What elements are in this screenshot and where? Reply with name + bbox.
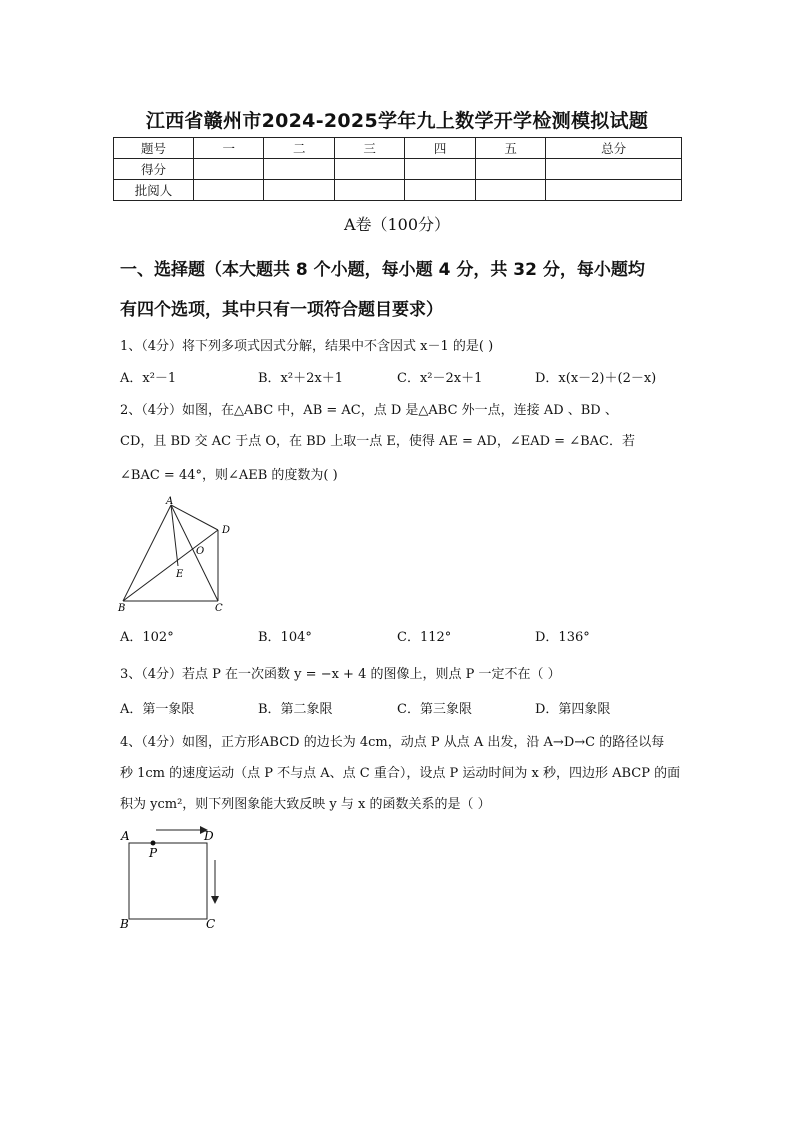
table-cell: 四 <box>405 138 475 159</box>
q2-triangle-figure <box>112 494 242 616</box>
segment-bd <box>123 530 218 601</box>
table-cell[interactable] <box>194 159 264 180</box>
q2-option-c[interactable]: C．112° <box>397 630 452 645</box>
table-cell[interactable] <box>546 159 682 180</box>
segment-ae <box>171 505 178 566</box>
table-cell[interactable] <box>194 180 264 201</box>
q1-option-c[interactable]: C．x²－2x＋1 <box>397 371 483 386</box>
q2-option-a[interactable]: A．102° <box>120 630 174 645</box>
q2-text-line2: CD，且 BD 交 AC 于点 O，在 BD 上取一点 E，使得 AE = AD，∠EAD = ∠BAC．若 <box>120 434 635 449</box>
q1-option-b[interactable]: B．x²＋2x＋1 <box>258 371 343 386</box>
label-a: A <box>166 496 174 507</box>
score-table <box>113 137 682 201</box>
segment-ad <box>171 505 218 530</box>
segment-ac <box>171 505 218 601</box>
section-a-heading: A卷（100分） <box>343 215 451 234</box>
table-cell: 批阅人 <box>114 180 194 201</box>
label-c: C <box>215 603 223 614</box>
q3-option-a[interactable]: A．第一象限 <box>120 702 195 717</box>
q3-option-b[interactable]: B．第二象限 <box>258 702 333 717</box>
table-cell: 得分 <box>114 159 194 180</box>
table-cell: 三 <box>334 138 404 159</box>
q1-text: 1、（4分）将下列多项式因式分解，结果中不含因式 x－1 的是( ) <box>120 339 494 354</box>
q2-option-d[interactable]: D．136° <box>535 630 590 645</box>
q2-text-line1: 2、（4分）如图，在△ABC 中，AB = AC，点 D 是△ABC 外一点，连接 AD 、BD 、 <box>120 403 618 418</box>
q3-option-d[interactable]: D．第四象限 <box>535 702 611 717</box>
part1-heading-line1: 一、选择题（本大题共 8 个小题，每小题 4 分，共 32 分，每小题均 <box>120 260 645 280</box>
q3-option-c[interactable]: C．第三象限 <box>397 702 472 717</box>
page-title: 江西省赣州市2024-2025学年九上数学开学检测模拟试题 <box>145 110 649 132</box>
q1-option-a[interactable]: A．x²－1 <box>120 371 177 386</box>
score-table-header-row <box>114 138 682 159</box>
table-cell[interactable] <box>334 180 404 201</box>
label-b: B <box>120 917 129 931</box>
label-o: O <box>196 546 205 557</box>
q4-text-line3: 积为 ycm²，则下列图象能大致反映 y 与 x 的函数关系的是（ ） <box>120 797 491 812</box>
table-cell[interactable] <box>405 159 475 180</box>
table-cell[interactable] <box>334 159 404 180</box>
q2-option-b[interactable]: B．104° <box>258 630 312 645</box>
label-c: C <box>206 917 216 931</box>
label-b: B <box>118 603 126 614</box>
label-a: A <box>121 829 130 843</box>
label-p: P <box>149 846 158 860</box>
table-cell[interactable] <box>546 180 682 201</box>
table-cell: 五 <box>475 138 545 159</box>
part1-heading-line2: 有四个选项，其中只有一项符合题目要求） <box>120 300 443 320</box>
table-row <box>114 159 682 180</box>
table-cell: 一 <box>194 138 264 159</box>
table-cell: 二 <box>264 138 334 159</box>
q2-text-line3: ∠BAC = 44°，则∠AEB 的度数为( ) <box>120 468 338 483</box>
table-cell[interactable] <box>475 159 545 180</box>
q4-square-figure <box>116 822 228 934</box>
arrow-dc-head <box>211 896 219 904</box>
label-d: D <box>222 525 231 536</box>
table-cell: 题号 <box>114 138 194 159</box>
table-cell[interactable] <box>405 180 475 201</box>
label-e: E <box>176 569 184 580</box>
point-p <box>151 841 156 846</box>
table-cell[interactable] <box>475 180 545 201</box>
q1-option-d[interactable]: D．x(x－2)＋(2－x) <box>535 371 657 386</box>
q4-text-line1: 4、（4分）如图，正方形ABCD 的边长为 4cm，动点 P 从点 A 出发，沿 A→D→C 的路径以每 <box>120 735 665 750</box>
table-row <box>114 180 682 201</box>
table-cell[interactable] <box>264 159 334 180</box>
segment-ab <box>123 505 171 601</box>
label-d: D <box>204 829 214 843</box>
square-abcd <box>129 843 207 919</box>
q4-text-line2: 秒 1cm 的速度运动（点 P 不与点 A、点 C 重合），设点 P 运动时间为 x 秒，四边形 ABCP 的面 <box>120 766 681 781</box>
table-cell: 总分 <box>546 138 682 159</box>
table-cell[interactable] <box>264 180 334 201</box>
q3-text: 3、（4分）若点 P 在一次函数 y = −x + 4 的图像上，则点 P 一定不在（ ） <box>120 667 561 682</box>
